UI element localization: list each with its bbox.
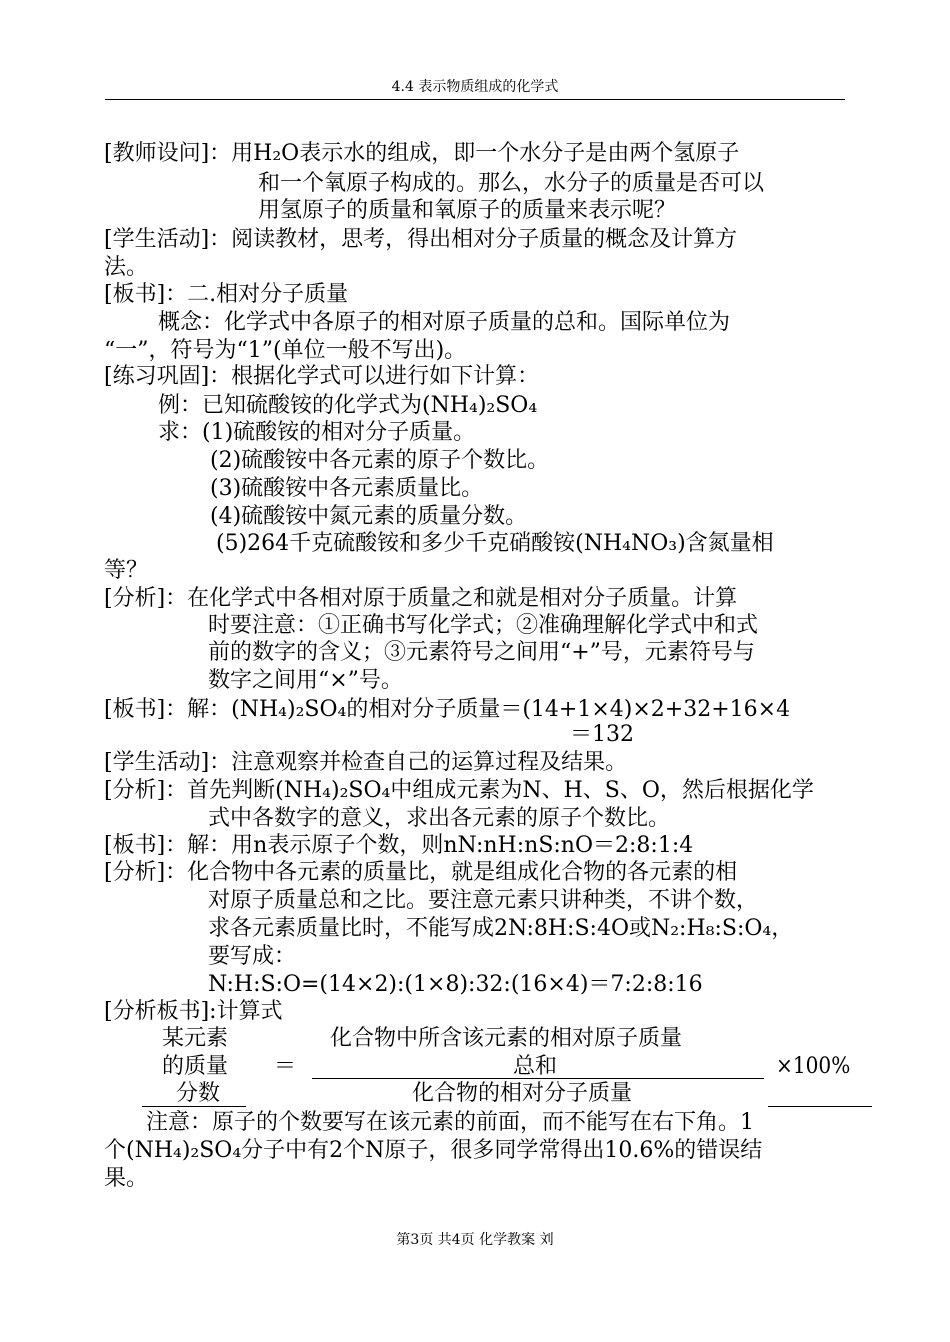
formula-numerator-line: 化合物中所含该元素的相对原子质量 xyxy=(330,1026,683,1051)
text-line: (2)硫酸铵中各元素的原子个数比。 xyxy=(210,448,550,473)
text-line: [分析板书]:计算式 xyxy=(104,999,283,1024)
text-line: N:H:S:O=(14×2):(1×8):32:(16×4)＝7:2:8:16 xyxy=(208,972,703,997)
formula-denominator: 化合物的相对分子质量 xyxy=(412,1081,633,1106)
text-line: ＝132 xyxy=(570,722,634,747)
text-line: 求：(1)硫酸铵的相对分子质量。 xyxy=(158,420,476,445)
text-line: 等？ xyxy=(104,558,149,583)
text-line: 法。 xyxy=(104,255,149,280)
text-line: [分析]：化合物中各元素的质量比，就是组成化合物的各元素的相 xyxy=(104,860,738,885)
page-header-title: 4.4 表示物质组成的化学式 xyxy=(391,79,559,95)
text-line: 例：已知硫酸铵的化学式为(NH₄)₂SO₄ xyxy=(158,393,538,418)
formula-lhs-line: 的质量 xyxy=(162,1054,229,1079)
text-line: 求各元素质量比时，不能写成2N:8H:S:4O或N₂:H₈:S:O₄， xyxy=(208,916,794,941)
text-line: [分析]：在化学式中各相对原于质量之和就是相对分子质量。计算 xyxy=(104,586,738,611)
formula-lhs-line: 某元素 xyxy=(162,1026,229,1051)
note-line: 果。 xyxy=(104,1166,149,1191)
text-line: [板书]：解：用n表示原子个数，则nN:nH:nS:nO＝2:8:1:4 xyxy=(104,833,694,858)
text-line: 式中各数字的意义，求出各元素的原子个数比。 xyxy=(208,806,671,831)
text-line: 时要注意：①正确书写化学式；②准确理解化学式中和式 xyxy=(208,613,759,638)
text-line: “一”，符号为“1”(单位一般不写出)。 xyxy=(104,338,467,363)
text-line: 和一个氧原子构成的。那么，水分子的质量是否可以 xyxy=(258,171,765,196)
formula-multiplier: ×100% xyxy=(776,1054,851,1079)
fraction-bar xyxy=(312,1078,764,1079)
note-line: 注意：原子的个数要写在该元素的前面，而不能写在右下角。1 xyxy=(146,1110,754,1135)
text-line: 对原子质量总和之比。要注意元素只讲种类，不讲个数， xyxy=(208,888,759,913)
formula-multiplier-underline xyxy=(768,1106,872,1107)
text-line: [练习巩固]：根据化学式可以进行如下计算： xyxy=(104,364,540,389)
text-line: (3)硫酸铵中各元素质量比。 xyxy=(210,476,484,501)
formula-equals: ＝ xyxy=(274,1054,297,1079)
text-line: 概念：化学式中各原子的相对原子质量的总和。国际单位为 xyxy=(158,310,731,335)
text-line: [学生活动]：阅读教材，思考，得出相对分子质量的概念及计算方 xyxy=(104,227,738,252)
formula-lhs-underline xyxy=(142,1106,246,1107)
text-line: (5)264千克硫酸铵和多少千克硝酸铵(NH₄NO₃)含氮量相 xyxy=(216,531,774,556)
text-line: [板书]：解：(NH₄)₂SO₄的相对分子质量＝(14+1×4)×2+32+16×4 xyxy=(104,697,791,722)
text-line: (4)硫酸铵中氮元素的质量分数。 xyxy=(210,504,528,529)
text-line: 数字之间用“×”号。 xyxy=(208,668,403,693)
text-line: 要写成： xyxy=(208,944,297,969)
text-line: [分析]：首先判断(NH₄)₂SO₄中组成元素为N、H、S、O，然后根据化学 xyxy=(104,778,814,803)
text-line: 前的数字的含义；③元素符号之间用“+”号，元素符号与 xyxy=(208,640,755,665)
text-line: [学生活动]：注意观察并检查自己的运算过程及结果。 xyxy=(104,750,628,775)
text-line: [板书]：二.相对分子质量 xyxy=(104,282,349,307)
text-line: [教师设问]：用H₂O表示水的组成，即一个水分子是由两个氢原子 xyxy=(104,141,740,166)
formula-lhs-line: 分数 xyxy=(176,1081,221,1106)
page-footer: 第3页 共4页 化学教案 刘 xyxy=(396,1232,554,1248)
note-line: 个(NH₄)₂SO₄分子中有2个N原子，很多同学常得出10.6%的错误结 xyxy=(104,1138,763,1163)
header-rule xyxy=(105,99,845,100)
text-line: 用氢原子的质量和氧原子的质量来表示呢？ xyxy=(258,198,677,223)
formula-numerator-line: 总和 xyxy=(513,1054,558,1079)
